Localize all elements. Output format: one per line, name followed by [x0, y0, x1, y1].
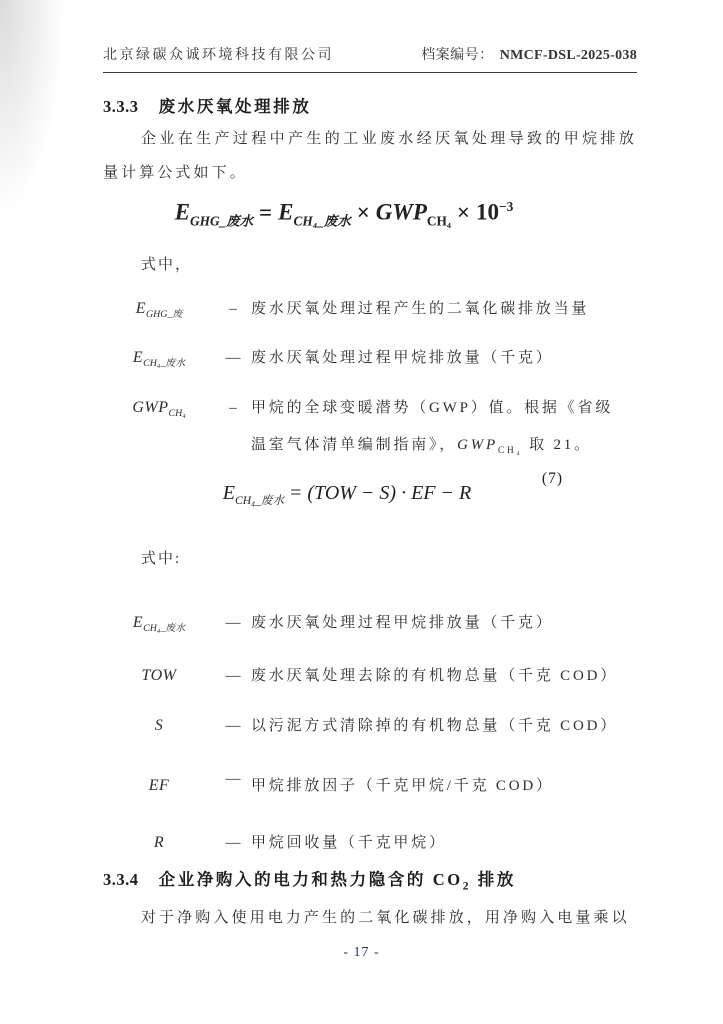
- term-symbol: $E_{CH_4\_废水}$: [132, 614, 186, 635]
- term-symbol: $E_{GHG\_废}$: [135, 300, 183, 321]
- term-dash: –: [229, 301, 237, 317]
- where-label-1: 式中，: [141, 257, 193, 273]
- term-dash: —: [225, 668, 241, 684]
- formula-ghg-wastewater: $E_{GHG\_废水} = E_{CH_4\_废水} \times GWP_{CH_4} \times 10^{-3}$: [174, 199, 514, 229]
- term-dash: —: [225, 350, 241, 366]
- formula-term: E: [174, 199, 191, 225]
- equation-number: (7): [541, 470, 563, 487]
- section-number: 3.3.4: [103, 870, 139, 889]
- term-dash: —: [225, 835, 241, 851]
- term-description: 甲烷的全球变暖潜势（GWP）值。根据《省级 温室气体清单编制指南》，$GWP_{CH_4}$ 取 21。: [251, 400, 614, 456]
- term-description: 废水厌氧处理过程甲烷排放量（千克）: [251, 350, 554, 366]
- where-label-2: 式中:: [141, 551, 182, 567]
- term-description: 废水厌氧处理过程产生的二氧化碳排放当量: [251, 301, 590, 317]
- term-description: 甲烷回收量（千克甲烷）: [251, 835, 447, 851]
- scan-edge-shadow: [0, 0, 95, 340]
- intro-paragraph-333: 企业在生产过程中产生的工业废水经厌氧处理导致的甲烷排放量计算公式如下。: [103, 131, 637, 181]
- term-symbol: TOW: [141, 667, 177, 684]
- definition-row: [103, 291, 637, 328]
- section-heading-333: [103, 93, 643, 117]
- page-footer: [0, 945, 723, 961]
- page-number: - 17 -: [343, 945, 380, 960]
- section-title: 企业净购入的电力和热力隐含的 $CO_2$ 排放: [158, 870, 517, 893]
- formula-term: E: [278, 199, 294, 225]
- section-heading-334: [103, 866, 643, 892]
- definition-row: [103, 390, 637, 470]
- term-dash: —: [225, 615, 241, 631]
- term-description: 甲烷排放因子（千克甲烷/千克 COD）: [251, 778, 554, 794]
- company-name: 北京绿碳众诚环境科技有限公司: [103, 48, 334, 63]
- definition-row: [103, 825, 637, 862]
- formula-term: E: [222, 482, 235, 504]
- term-dash: –: [229, 400, 237, 416]
- definition-row: [103, 605, 637, 642]
- term-symbol: $E_{CH_4\_废水}$: [132, 349, 186, 370]
- term-symbol: $GWP_{CH_4}$: [132, 399, 186, 420]
- archive-number-block: [421, 44, 637, 64]
- definition-row: [103, 708, 637, 745]
- term-symbol: S: [154, 717, 164, 734]
- term-description: 以污泥方式清除掉的有机物总量（千克 COD）: [251, 718, 619, 734]
- term-description: 废水厌氧处理过程甲烷排放量（千克）: [251, 615, 554, 631]
- term-dash: —: [225, 718, 241, 734]
- archive-number: NMCF-DSL-2025-038: [499, 48, 637, 63]
- page-header: [103, 44, 637, 73]
- intro-paragraph-334: 对于净购入使用电力产生的二氧化碳排放，用净购入电量乘以: [141, 910, 630, 926]
- archive-label: 档案编号：: [421, 48, 494, 63]
- definition-row: [103, 768, 637, 805]
- formula-ch4-wastewater: (7) $E_{CH_4\_废水} = (TOW - S)$ · EF − R: [222, 470, 563, 507]
- section-number: 3.3.3: [103, 97, 139, 116]
- formula-body: (TOW − S) · EF − R: [307, 482, 472, 504]
- definition-row: [103, 658, 637, 695]
- section-title: 废水厌氧处理排放: [158, 97, 312, 116]
- term-description: 废水厌氧处理去除的有机物总量（千克 COD）: [251, 668, 619, 684]
- formula-term: GWP: [375, 199, 427, 225]
- definition-row: [103, 340, 637, 377]
- term-symbol: R: [153, 834, 165, 851]
- term-symbol: EF: [148, 777, 170, 794]
- term-dash: —: [225, 771, 241, 787]
